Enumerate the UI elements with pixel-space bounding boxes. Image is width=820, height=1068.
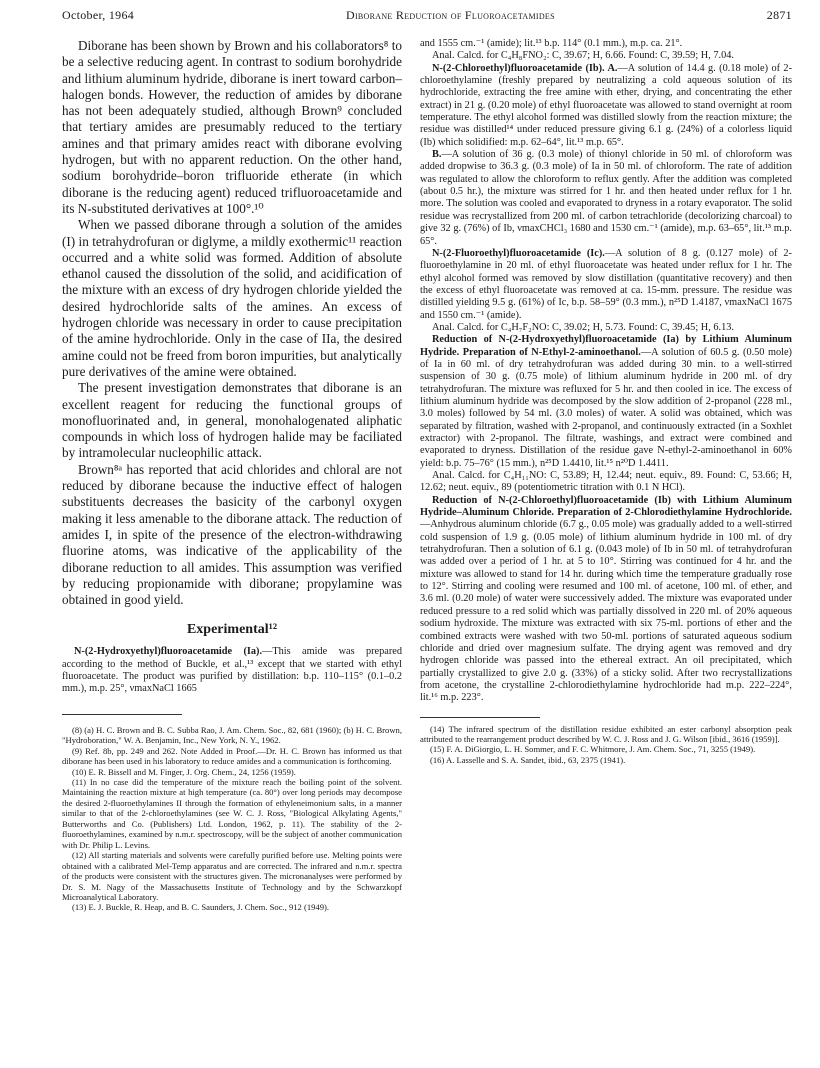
paragraph-body: —A solution of 8 g. (0.127 mole) of 2-fluoroethylamine in 20 ml. of ethyl fluoroacetate was heated under reflux for 1 hr. The ethyl alcohol formed was removed by slow distillation (quantitative recovery) and then the excess of ethyl fluoroacetate was removed at ca. 15-mm. pressure. The residue was distilled yielding 9.5 g. (61%) of Ic, b.p. 58–59° (0.3 mm.), n²⁵D 1.4187, νmaxNaCl 1675 and 1550 cm.⁻¹ (amide). — [420, 247, 792, 321]
paragraph — [420, 149, 792, 248]
experimental-text — [62, 646, 402, 695]
paragraph — [62, 646, 402, 695]
paragraph: Diborane has been shown by Brown and his collaborators⁸ to be a selective reducing agent. In contrast to sodium borohydride and lithium aluminum hydride, diborane is inert toward carbon–halogen bonds. However, the reduction of amides by diborane has not been adequately studied, although Brown⁹ concluded that tertiary amides are presumably reduced to the tertiary amines and that primary amides react with diborane evolving hydrogen, but with no apparent reduction. On the other hand, sodium borohydride–boron trifluoride etherate (in which diborane is the reducing agent) reduced trifluoroacetamide and its N-substituted derivatives at 100°.¹⁰ — [62, 38, 402, 216]
header-title: Diborane Reduction of Fluoroacetamides — [345, 8, 555, 22]
paragraph-body: —This amide was prepared according to the method of Buckle, et al.,¹³ except that we started with ethyl fluoroacetate. The product was purified by distillation: b.p. 110–115° (0.1–0.2 mm.), m.p. 25°, νmaxNaCl 1665 — [62, 646, 402, 695]
paragraph-body: —A solution of 60.5 g. (0.50 mole) of Ia in 60 ml. of dry tetrahydrofuran was added during 30 min. to a well-stirred suspension of 30 g. (0.75 mole) of lithium aluminum hydride in 200 ml. of dry tetrahydrofuran. The mixture was refluxed for 5 hr. and then cooled in ice. The excess of lithium aluminum hydride was decomposed by the slow addition of 2-propanol (228 ml., 3.0 moles) followed by 54 ml. (3.0 moles) of water. A solid was obtained, which was separated by filtration, washed with 2-propanol, and continuously extracted (in a Soxhlet extractor) with 2-propanol. The filtrate, washings, and extract were combined and evaporated to dryness. Distillation of the residue gave N-ethyl-2-aminoethanol in 60% yield: b.p. 75–76° (15 mm.), n²⁵D 1.4410, lit.¹⁵ n²⁰D 1.4411. — [420, 346, 792, 469]
paragraph — [420, 470, 792, 495]
footnote: (12) All starting materials and solvents were carefully purified before use. Melting points were obtained with a calibrated Mel-Temp apparatus and are corrected. The infrared and n.m.r. spectra of the products were consistent with the structures given. The micronanalyses were performed by Dr. S. M. Nagy of the Massachusetts Institute of Technology and by the Schwarzkopf Microanalytical Laboratory. — [62, 850, 402, 903]
paragraph — [420, 38, 792, 50]
section-heading: N-(2-Chloroethyl)fluoroacetamide (Ib). A. — [432, 62, 618, 74]
intro-text — [62, 38, 402, 608]
paragraph-body: Anal. Calcd. for C₄H₇F₂NO: C, 39.02; H, 5.73. Found: C, 39.45; H, 6.13. — [432, 321, 734, 333]
footnote: (14) The infrared spectrum of the distillation residue exhibited an ester carbonyl absorption peak attributed to the rearrangement product described by W. C. J. Ross and J. G. Wilson [ibid., 3616 (1959)]. — [420, 723, 792, 745]
paragraph-body: Anal. Calcd. for C₄H₈FNO₂: C, 39.67; H, 6.66. Found: C, 39.59; H, 7.04. — [432, 50, 734, 62]
footnote: (10) E. R. Bissell and M. Finger, J. Org. Chem., 24, 1256 (1959). — [72, 766, 296, 777]
footnote: (16) A. Lasselle and S. A. Sandet, ibid., 63, 2375 (1941). — [430, 754, 626, 765]
running-header — [62, 8, 792, 34]
paragraph-body: Anal. Calcd. for C₄H₁₁NO: C, 53.89; H, 12.44; neut. equiv., 89. Found: C, 53.66; H, 12.62; neut. equiv., 89 (potentiometric titration with 0.1 N HCl). — [420, 470, 792, 494]
right-column — [420, 38, 792, 913]
paragraph — [420, 63, 792, 149]
left-column — [62, 38, 402, 913]
footnote: (13) E. J. Buckle, R. Heap, and B. C. Saunders, J. Chem. Soc., 912 (1949). — [72, 902, 330, 913]
paragraph-body: —A solution of 14.4 g. (0.18 mole) of 2-chloroethylamine (freshly prepared by neutralizing a cold aqueous solution of its hydrochloride, extracting the free amine with ether, drying, and concentrating the ether extract) in 21 g. (0.20 mole) of ethyl fluoroacetate was allowed to stand overnight at room temperature. The ethyl alcohol formed was distilled slowly from the reaction mixture; the residue was distilled¹⁴ under reduced pressure giving 6.1 g. (24%) of a colorless liquid (Ib) which solidified: m.p. 62–64°, lit.¹³ m.p. 65°. — [420, 62, 793, 148]
compound-heading: N-(2-Hydroxyethyl)fluoroacetamide (Ia). — [74, 646, 263, 658]
paragraph-body: —Anhydrous aluminum chloride (6.7 g., 0.05 mole) was gradually added to a well-stirred cold suspension of 1.9 g. (0.05 mole) of lithium aluminum hydride in 100 ml. of dry tetrahydrofuran. Then a solution of 6.1 g. (0.043 mole) of Ib in 50 ml. of tetrahydrofuran was added over a period of 1 hr. at 5 to 10°. Stirring was continued for 4 hr. and the mixture was allowed to stand for 14 hr. during which time the temperature gradually rose to 12°. Stirring and cooling were resumed and 100 ml. of acetone, 100 ml. of ether, and 3.6 ml. (0.20 mole) of water were successively added. The mixture was evaporated under reduced pressure to a red solid which was partially dissolved in 220 ml. of 20% aqueous sodium hydroxide. The mixture was extracted with six 75-ml. portions of ether and the combined extracts were washed with two 50-ml. portions of saturated aqueous sodium chloride and dried over magnesium sulfate. The drying agent was removed and dry hydrogen chloride was passed into the ethereal extract. An oil precipitated, which partially crystallized to give 2.0 g. (33%) of a sticky solid. After two recrystallizations from acetone, the crystalline 2-chlorodiethylamine hydrochloride had m.p. 222–224°, lit.¹⁶ m.p. 223°. — [420, 519, 792, 704]
footnote: (15) F. A. DiGiorgio, L. H. Sommer, and F. C. Whitmore, J. Am. Chem. Soc., 71, 3255 (1949). — [430, 744, 756, 755]
page-number: 2871 — [766, 8, 792, 22]
section-heading: Reduction of N-(2-Chloroethyl)fluoroacetamide (Ib) with Lithium Aluminum Hydride–Aluminum Chloride. Preparation of 2-Chlorodiethylamine Hydrochloride. — [420, 494, 792, 519]
section-heading: B. — [432, 149, 442, 161]
header-date: October, 1964 — [62, 8, 135, 22]
section-heading: N-(2-Fluoroethyl)fluoroacetamide (Ic). — [432, 247, 605, 259]
paragraph — [420, 322, 792, 334]
paragraph — [420, 50, 792, 62]
experimental-text — [420, 38, 792, 705]
paragraph-body: —A solution of 36 g. (0.3 mole) of thionyl chloride in 50 ml. of chloroform was added dropwise to 36.3 g. (0.3 mole) of Ia in 50 ml. of chloroform. The rate of addition was regulated to allow the chloroform to reflux gently. After the addition was completed (about 0.5 hr.), the mixture was stirred for 1 hr. and then heated under reflux for 1 hr. more. The solution was cooled and evaporated to dryness in a rotary evaporator. The solid residue was recrystallized from 200 ml. of carbon tetrachloride (decolorizing charcoal) to give 32 g. (76%) of Ib, νmaxCHCl₃ 1680 and 1530 cm.⁻¹ (amide), m.p. 63–65°, lit.¹³ m.p. 65°. — [420, 149, 792, 247]
paragraph-body: and 1555 cm.⁻¹ (amide); lit.¹³ b.p. 114° (0.1 mm.), m.p. ca. 21°. — [420, 38, 683, 49]
footnotes — [420, 724, 792, 766]
paragraph — [420, 334, 792, 470]
paragraph: The present investigation demonstrates that diborane is an excellent reagent for reducing the functional groups of monofluorinated and, in general, monohalogenated aliphatic compounds in which loss of hydrogen halide may be faciliated by intramolecular nucleophilic attack. — [62, 380, 402, 461]
footnote: (9) Ref. 8b, pp. 249 and 262. Note Added in Proof.—Dr. H. C. Brown has informed us that diborane has been used in his laboratory to reduce amides and a communication is forthcoming. — [62, 745, 402, 767]
paragraph: When we passed diborane through a solution of the amides (I) in tetrahydrofuran or diglyme, a mildly exothermic¹¹ reaction occurred and a white solid was formed. Addition of absolute ethanol caused the dissolution of the solid, and acidification of the mixture with an excess of dry hydrogen chloride yielded the desired hydrochloride salts of the amines. An excess of hydrogen chloride was necessary in order to cause precipitation of the amine hydrochloride. Only in the case of IIa, the desired amine could not be freed from boron impurities, but analytically pure derivatives of the amine were obtained. — [62, 217, 402, 379]
footnote: (11) In no case did the temperature of the mixture reach the boiling point of the solvent. Maintaining the reaction mixture at high temperature (ca. 80°) over long periods may decompose the desired 2-fluoroethylamines II through the formation of ethyleneimonium salts, in a manner similar to that of the 2-chloroethylamines (see W. C. J. Ross, "Biological Alkylating Agents," Butterworths and Co. (Publishers) Ltd. London, 1962, p. 11). The stability of the 2-fluoroethylamines, examined by n.m.r. spectroscopy, will be the subject of another communication with Dr. Philip L. Levins. — [62, 777, 402, 850]
footnote-divider — [420, 717, 540, 718]
section-heading: Reduction of N-(2-Hydroxyethyl)fluoroacetamide (Ia) by Lithium Aluminum Hydride. Preparation of N-Ethyl-2-aminoethanol. — [420, 334, 792, 358]
paragraph: Brown⁸ᵃ has reported that acid chlorides and chloral are not reduced by diborane because the inductive effect of halogen substituents decreases the basicity of the carbonyl oxygen making it less amenable to the diborane attack. The reduction of amides I, in spite of the presence of the electron-withdrawing fluorine atoms, was indicative of the applicability of the diborane reduction to all amides. This assumption was verified by reducing propionamide with diborane; propylamine was obtained in good yield. — [62, 461, 402, 608]
paragraph — [420, 495, 792, 705]
footnotes — [62, 725, 402, 913]
paragraph — [420, 248, 792, 322]
footnote-divider — [62, 714, 182, 715]
experimental-heading: Experimental¹² — [186, 622, 278, 638]
footnote: (8) (a) H. C. Brown and B. C. Subba Rao, J. Am. Chem. Soc., 82, 681 (1960); (b) H. C. Brown, "Hydroboration," W. A. Benjamin, Inc., New York, N. Y., 1962. — [62, 724, 402, 746]
